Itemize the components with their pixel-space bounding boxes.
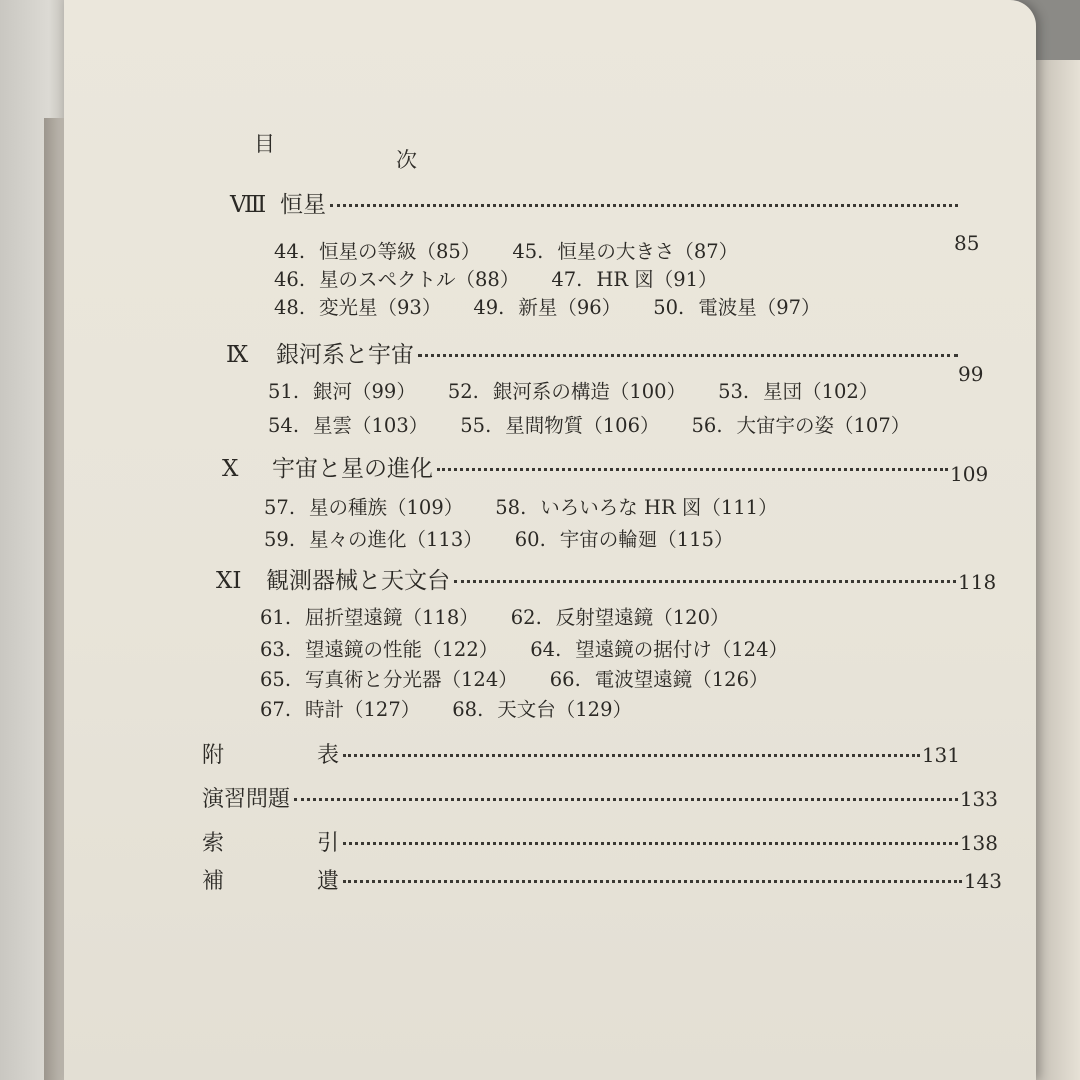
chapter-title: 銀河系と宇宙: [276, 342, 414, 368]
section-number: 60.: [514, 528, 546, 551]
page-number: 109: [950, 462, 989, 486]
section-title: 恒星の等級（85）: [319, 240, 481, 263]
back-matter-label-2: 遺: [317, 869, 340, 894]
section-number: 56.: [691, 414, 723, 437]
back-matter-label: 演習問題: [202, 787, 291, 812]
back-matter-row: [202, 738, 960, 769]
page-number: 143: [963, 869, 1002, 893]
chapter-title: 恒星: [280, 192, 326, 218]
section-title: 変光星（93）: [319, 296, 442, 319]
page-number: 85: [954, 231, 980, 255]
section-number: 49.: [473, 296, 505, 319]
chapter-numeral: Ⅹ: [222, 456, 239, 482]
section-number: 47.: [551, 268, 583, 291]
section-line: [268, 410, 942, 438]
section-title: 星々の進化（113）: [309, 528, 483, 551]
section-title: 電波望遠鏡（126）: [594, 668, 769, 691]
leader-dots: [418, 354, 958, 357]
section-number: 44.: [274, 240, 306, 263]
page-number: 138: [959, 831, 998, 855]
page-number: 118: [958, 570, 997, 594]
section-number: 62.: [510, 606, 542, 629]
back-matter-row: [202, 864, 1002, 895]
page-number: 99: [958, 362, 984, 386]
section-title: いろいろな HR 図（111）: [540, 496, 778, 519]
section-number: 67.: [260, 698, 292, 721]
section-title: 星間物質（106）: [505, 414, 660, 437]
section-line: [264, 492, 810, 520]
leader-dots: [454, 580, 956, 583]
section-title: 時計（127）: [305, 698, 421, 721]
section-number: 53.: [718, 380, 750, 403]
section-title: 星雲（103）: [313, 414, 429, 437]
toc-page: [64, 0, 1036, 1080]
section-line: [260, 664, 801, 692]
section-number: 65.: [260, 668, 292, 691]
section-number: 66.: [549, 668, 581, 691]
chapter-numeral: Ⅸ: [226, 342, 249, 368]
section-title: 電波星（97）: [698, 296, 821, 319]
back-matter-row: [202, 782, 998, 813]
section-title: 新星（96）: [518, 296, 622, 319]
section-number: 61.: [260, 606, 292, 629]
back-matter-label-2: 引: [317, 831, 340, 856]
chapter-title: 宇宙と星の進化: [272, 456, 433, 482]
section-title: 大宙宇の姿（107）: [736, 414, 911, 437]
section-title: HR 図（91）: [596, 268, 718, 291]
section-number: 50.: [653, 296, 685, 319]
chapter-row: [226, 336, 960, 369]
section-number: 45.: [512, 240, 544, 263]
chapter-row: [216, 562, 958, 595]
section-title: 望遠鏡の据付け（124）: [575, 638, 788, 661]
leader-dots: [343, 754, 920, 757]
section-number: 46.: [274, 268, 306, 291]
section-title: 反射望遠鏡（120）: [555, 606, 730, 629]
section-title: 星団（102）: [763, 380, 879, 403]
section-number: 68.: [452, 698, 484, 721]
section-title: 銀河系の構造（100）: [492, 380, 687, 403]
section-number: 55.: [460, 414, 492, 437]
chapter-numeral: Ⅷ: [230, 192, 267, 218]
section-title: 星のスペクトル（88）: [319, 268, 520, 291]
leader-dots: [294, 798, 958, 801]
section-line: [274, 264, 750, 292]
section-title: 天文台（129）: [497, 698, 632, 721]
heading-left: 目: [254, 132, 276, 156]
leader-dots: [343, 842, 958, 845]
section-number: 54.: [268, 414, 300, 437]
chapter-numeral: XI: [216, 568, 242, 594]
chapter-title: 観測器械と天文台: [266, 568, 450, 594]
chapter-row: [230, 186, 960, 219]
section-title: 星の種族（109）: [309, 496, 464, 519]
section-number: 52.: [447, 380, 479, 403]
section-line: [260, 602, 762, 630]
section-number: 59.: [264, 528, 296, 551]
page-number: 133: [959, 787, 998, 811]
back-matter-label-2: 表: [317, 743, 340, 768]
section-number: 57.: [264, 496, 296, 519]
section-title: 屈折望遠鏡（118）: [305, 606, 479, 629]
chapter-row: [222, 450, 950, 483]
back-matter-label: 附: [202, 743, 225, 768]
section-title: 写真術と分光器（124）: [305, 668, 518, 691]
section-number: 48.: [274, 296, 306, 319]
section-title: 宇宙の輪廻（115）: [559, 528, 734, 551]
section-line: [268, 376, 910, 404]
section-number: 64.: [530, 638, 562, 661]
section-line: [274, 236, 770, 264]
section-number: 63.: [260, 638, 292, 661]
back-matter-label: 補: [202, 869, 225, 894]
section-title: 望遠鏡の性能（122）: [305, 638, 499, 661]
page-number: 131: [921, 743, 960, 767]
section-title: 恒星の大きさ（87）: [557, 240, 739, 263]
section-title: 銀河（99）: [313, 380, 416, 403]
section-line: [264, 524, 766, 552]
section-number: 51.: [268, 380, 300, 403]
back-matter-label: 索: [202, 831, 225, 856]
leader-dots: [437, 468, 948, 471]
back-matter-row: [202, 826, 998, 857]
section-line: [260, 634, 820, 662]
leader-dots: [343, 880, 962, 883]
section-line: [260, 694, 664, 722]
heading-right: 次: [396, 148, 418, 172]
section-line: [274, 292, 853, 320]
section-number: 58.: [495, 496, 527, 519]
leader-dots: [330, 204, 958, 207]
